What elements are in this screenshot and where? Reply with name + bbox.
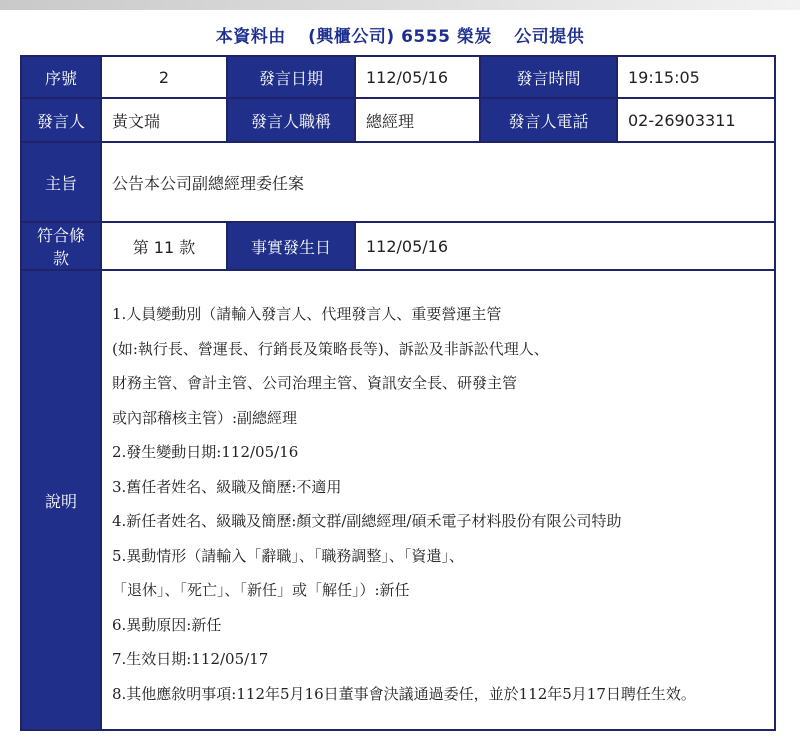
announcement-table — [20, 55, 776, 731]
subject-value: 公告本公司副總經理委任案 — [101, 142, 775, 222]
description-label: 說明 — [21, 270, 101, 730]
speaker-phone-label: 發言人電話 — [480, 98, 617, 142]
page-header — [0, 22, 800, 47]
table-row — [21, 56, 775, 98]
fact-date-label: 事實發生日 — [227, 222, 355, 270]
header-provider-suffix: 公司提供 — [514, 27, 585, 47]
clause-value: 第 11 款 — [101, 222, 227, 270]
header-company-name: (興櫃公司) 6555 榮炭 — [308, 27, 492, 47]
description-line: 5.異動情形（請輸入「辭職」、「職務調整」、「資遣」、 — [112, 546, 464, 565]
table-row — [21, 270, 775, 730]
subject-label: 主旨 — [21, 142, 101, 222]
speaker-title-label: 發言人職稱 — [227, 98, 355, 142]
seq-value: 2 — [101, 56, 227, 98]
announce-date-value: 112/05/16 — [355, 56, 480, 98]
speaker-label: 發言人 — [21, 98, 101, 142]
description-line: 6.異動原因:新任 — [112, 615, 222, 634]
description-line: 2.發生變動日期:112/05/16 — [112, 443, 299, 461]
description-line: 3.舊任者姓名、級職及簡歷:不適用 — [112, 477, 342, 496]
announce-date-label: 發言日期 — [227, 56, 355, 98]
description-line: 「退休」、「死亡」、「新任」或「解任」）:新任 — [112, 581, 410, 599]
header-provider-prefix: 本資料由 — [215, 27, 286, 47]
top-decorative-bar — [0, 0, 800, 10]
description-line: 8.其他應敘明事項:112年5月16日董事會決議通過委任，並於112年5月17日聘任生效。 — [112, 684, 696, 703]
table-row — [21, 98, 775, 142]
description-line: 財務主管、會計主管、公司治理主管、資訊安全長、研發主管 — [112, 374, 518, 392]
seq-label: 序號 — [21, 56, 101, 98]
table-row — [21, 142, 775, 222]
speaker-value: 黃文瑞 — [101, 98, 227, 142]
fact-date-value: 112/05/16 — [355, 222, 775, 270]
table-row — [21, 222, 775, 270]
description-line: 或內部稽核主管）:副總經理 — [112, 408, 298, 427]
description-line: 7.生效日期:112/05/17 — [112, 650, 269, 668]
description-line: 4.新任者姓名、級職及簡歷:顏文群/副總經理/碩禾電子材料股份有限公司特助 — [112, 512, 622, 530]
announce-time-value: 19:15:05 — [617, 56, 775, 98]
description-cell — [101, 270, 775, 730]
clause-label: 符合條款 — [21, 222, 101, 270]
description-line: (如:執行長、營運長、行銷長及策略長等)、訴訟及非訴訟代理人、 — [112, 339, 549, 358]
speaker-title-value: 總經理 — [355, 98, 480, 142]
description-body — [112, 279, 764, 721]
speaker-phone-value: 02-26903311 — [617, 98, 775, 142]
announce-time-label: 發言時間 — [480, 56, 617, 98]
description-line: 1.人員變動別（請輸入發言人、代理發言人、重要營運主管 — [112, 305, 502, 323]
